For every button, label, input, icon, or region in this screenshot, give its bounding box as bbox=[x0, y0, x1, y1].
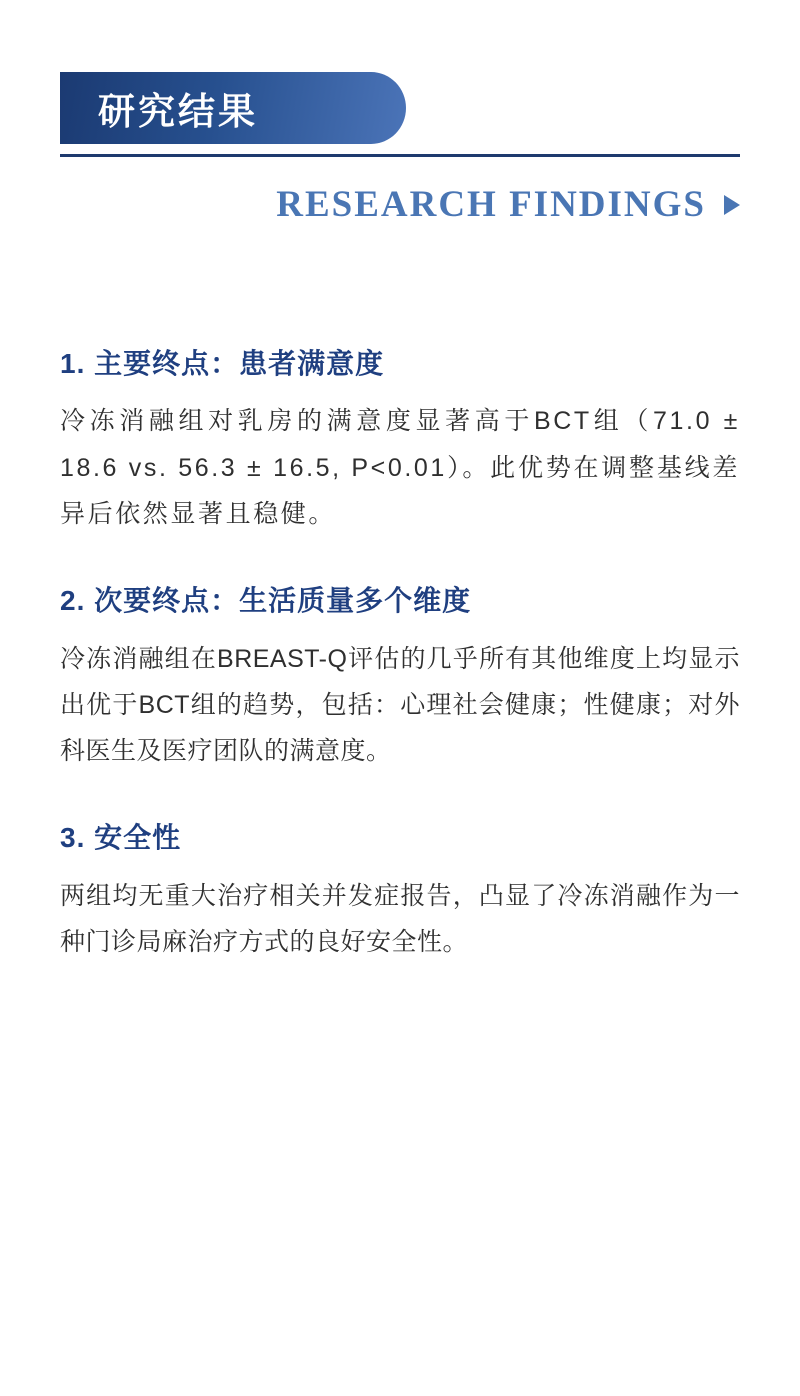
finding-section-1 bbox=[60, 346, 740, 537]
finding-heading: 3. 安全性 bbox=[60, 822, 182, 854]
header-divider bbox=[60, 154, 740, 157]
finding-text: 两组均无重大治疗相关并发症报告，凸显了冷冻消融作为一种门诊局麻治疗方式的良好安全性。 bbox=[60, 881, 740, 956]
finding-section-2 bbox=[60, 583, 740, 774]
finding-section-3 bbox=[60, 820, 740, 965]
finding-heading: 1. 主要终点：患者满意度 bbox=[60, 348, 385, 379]
banner-title: 研究结果 bbox=[98, 92, 258, 133]
triangle-right-icon bbox=[724, 195, 740, 215]
finding-text: 冷冻消融组对乳房的满意度显著高于BCT组（71.0 ± 18.6 vs. 56.3 ± 16.5, P<0.01）。此优势在调整基线差异后依然显著且稳健。 bbox=[60, 407, 740, 528]
subheader-title: RESEARCH FINDINGS bbox=[276, 184, 706, 225]
content-body bbox=[60, 226, 740, 965]
subheader bbox=[60, 183, 740, 226]
finding-heading: 2. 次要终点：生活质量多个维度 bbox=[60, 585, 472, 617]
section-banner bbox=[60, 72, 406, 144]
header bbox=[60, 0, 740, 226]
finding-text: 冷冻消融组在BREAST-Q评估的几乎所有其他维度上均显示出优于BCT组的趋势，包括：心理社会健康；性健康；对外科医生及医疗团队的满意度。 bbox=[60, 644, 740, 766]
